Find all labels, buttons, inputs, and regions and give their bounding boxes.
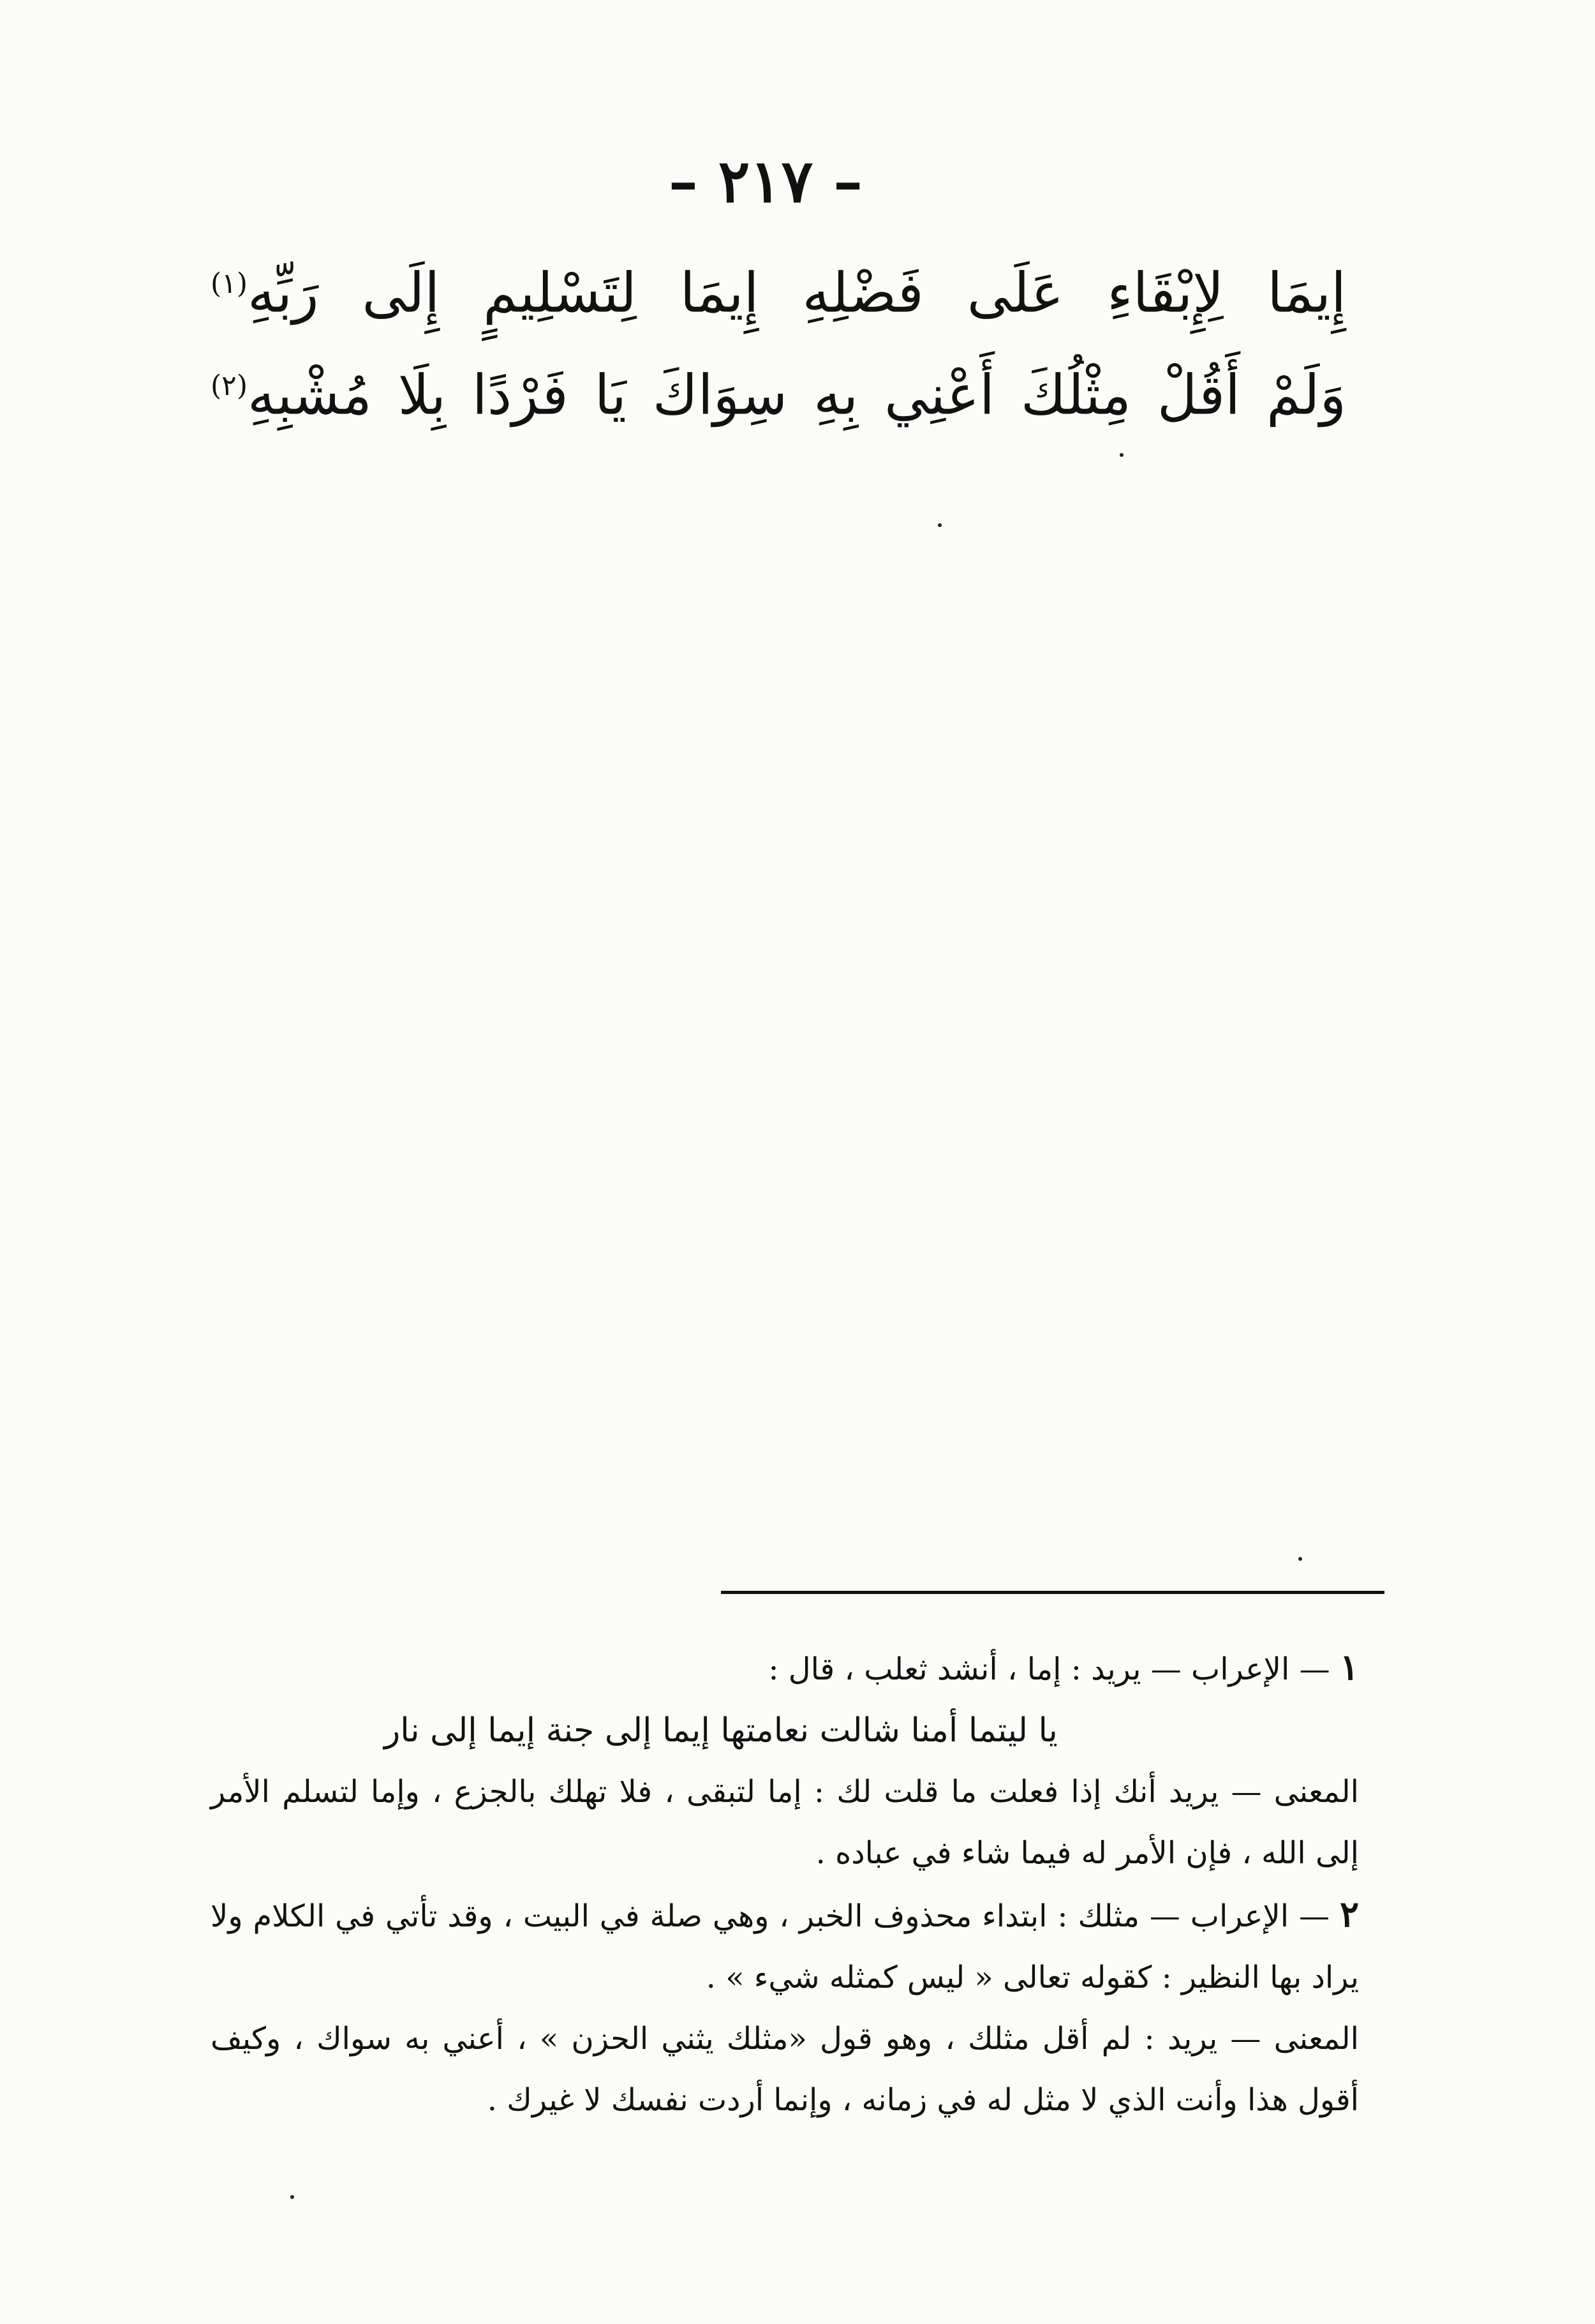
scan-speck [1120, 453, 1124, 457]
verse-1-text: إِيمَا لِإِبْقَاءِ عَلَى فَضْلِهِ إِيمَا لِتَسْلِيمٍ إِلَى رَبِّهِ [247, 261, 1346, 325]
page-number: – ٢١٧ – [668, 147, 863, 216]
footnote-2-meaning-line-2: أقول هذا وأنت الذي لا مثل له في زمانه ، وإنما أردت نفسك لا غيرك . [487, 2082, 1359, 2118]
verse-2-footnote-ref: (٢) [211, 369, 248, 402]
verse-line-2 [211, 345, 1346, 437]
scan-speck [1298, 1557, 1302, 1561]
footnote-1-meaning-line-2: إلى الله ، فإن الأمر له فيما شاء في عباده . [815, 1835, 1359, 1871]
verse-1-footnote-ref: (١) [211, 267, 248, 300]
footnote-1-grammar: — الإعراب — يريد : إما ، أنشد ثعلب ، قال : [768, 1651, 1330, 1687]
footnote-1-heading [211, 1637, 1359, 1700]
footnote-2-number: ٢ [1339, 1893, 1360, 1935]
footnote-2-grammar-line-2: يراد بها النظير : كقوله تعالى « ليس كمثله شيء » . [706, 1960, 1359, 1995]
footnote-1-meaning-line-1: المعنى — يريد أنك إذا فعلت ما قلت لك : إما لتبقى ، فلا تهلك بالجزع ، وإما لتسلم الأمر [211, 1774, 1359, 1810]
footnote-1-poem: يا ليتما أمنا شالت نعامتها إيما إلى جنة إيما إلى نار [384, 1711, 1058, 1750]
scan-speck [290, 2195, 294, 2199]
footnote-1-number: ١ [1339, 1646, 1359, 1688]
verse-line-1 [211, 242, 1346, 335]
footnote-2-heading [211, 1884, 1359, 1947]
scan-speck [938, 523, 942, 527]
verse-2-text: وَلَمْ أَقُلْ مِثْلُكَ أَعْنِي بِهِ سِوَاكَ يَا فَرْدًا بِلَا مُشْبِهِ [247, 363, 1346, 428]
footnote-2-grammar: — الإعراب — مثلك : ابتداء محذوف الخبر ، وهي صلة في البيت ، وقد تأتي في الكلام ولا [211, 1898, 1330, 1934]
footnotes [211, 1637, 1359, 2131]
footnote-2-meaning-line-1: المعنى — يريد : لم أقل مثلك ، وهو قول «مثلك يثني الحزن » ، أعني به سواك ، وكيف [211, 2021, 1359, 2057]
footnote-separator [721, 1591, 1384, 1594]
